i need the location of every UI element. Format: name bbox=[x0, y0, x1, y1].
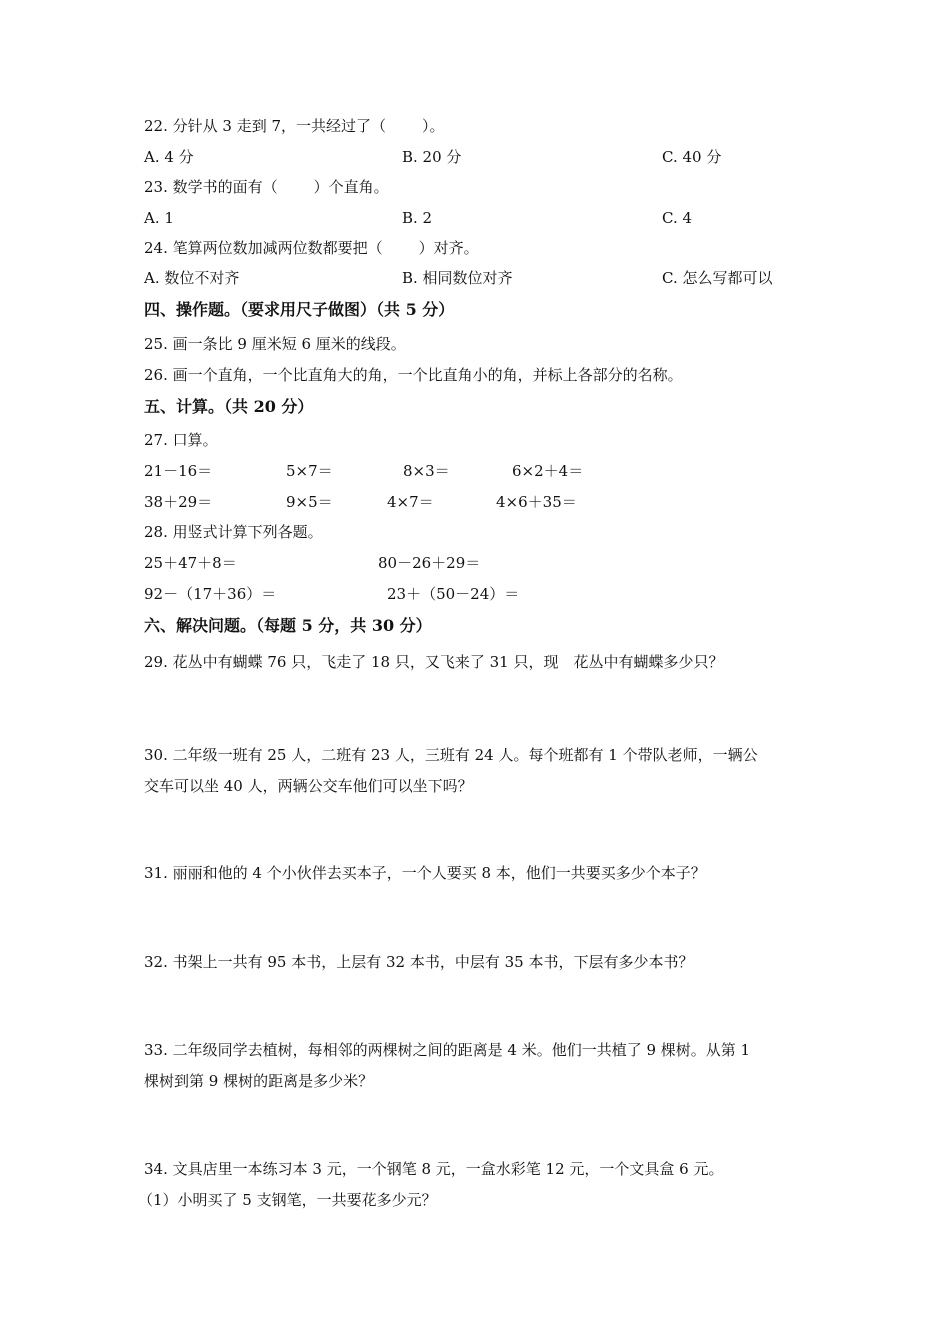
question-23: 23. 数学书的面有（ ）个直角。 bbox=[144, 178, 389, 196]
question-26: 26. 画一个直角，一个比直角大的角，一个比直角小的角，并标上各部分的名称。 bbox=[144, 366, 683, 384]
vertical-calc: 23＋（50－24）＝ bbox=[387, 585, 520, 603]
question-29: 29. 花丛中有蝴蝶 76 只，飞走了 18 只，又飞来了 31 只，现 花丛中有蝴蝶多少只？ bbox=[144, 653, 724, 671]
question-22: 22. 分针从 3 走到 7，一共经过了（ ）。 bbox=[144, 117, 445, 135]
q23-option-b: B. 2 bbox=[402, 209, 433, 227]
question-31: 31. 丽丽和他的 4 个小伙伴去买本子，一个人要买 8 本，他们一共要买多少个本子？ bbox=[144, 864, 706, 882]
section-6-heading: 六、解决问题。（每题 5 分，共 30 分） bbox=[144, 616, 432, 635]
q23-option-c: C. 4 bbox=[662, 209, 693, 227]
q24-option-c: C. 怎么写都可以 bbox=[662, 269, 773, 287]
question-30-line-1: 30. 二年级一班有 25 人，二班有 23 人，三班有 24 人。每个班都有 1 个带队老师，一辆公 bbox=[144, 746, 758, 764]
vertical-calc: 80－26＋29＝ bbox=[378, 554, 481, 572]
question-25: 25. 画一条比 9 厘米短 6 厘米的线段。 bbox=[144, 335, 406, 353]
q24-option-b: B. 相同数位对齐 bbox=[402, 269, 513, 287]
question-33-line-2: 棵树到第 9 棵树的距离是多少米？ bbox=[144, 1072, 374, 1090]
oral-calc: 21－16＝ bbox=[144, 462, 213, 480]
vertical-calc: 25＋47＋8＝ bbox=[144, 554, 237, 572]
q22-option-a: A. 4 分 bbox=[144, 148, 194, 166]
oral-calc: 5×7＝ bbox=[286, 462, 333, 480]
oral-calc: 8×3＝ bbox=[403, 462, 450, 480]
question-34-part-1: （1）小明买了 5 支钢笔，一共要花多少元？ bbox=[138, 1191, 437, 1209]
question-27-title: 27. 口算。 bbox=[144, 431, 218, 449]
oral-calc: 38＋29＝ bbox=[144, 493, 213, 511]
oral-calc: 4×6＋35＝ bbox=[496, 493, 577, 511]
oral-calc: 4×7＝ bbox=[387, 493, 434, 511]
q22-option-b: B. 20 分 bbox=[402, 148, 462, 166]
question-33-line-1: 33. 二年级同学去植树，每相邻的两棵树之间的距离是 4 米。他们一共植了 9 棵树。从第 1 bbox=[144, 1041, 751, 1059]
q23-option-a: A. 1 bbox=[144, 209, 174, 227]
q24-option-a: A. 数位不对齐 bbox=[144, 269, 240, 287]
vertical-calc: 92－（17＋36）＝ bbox=[144, 585, 277, 603]
question-32: 32. 书架上一共有 95 本书，上层有 32 本书，中层有 35 本书，下层有多少本书？ bbox=[144, 953, 694, 971]
question-34-line-1: 34. 文具店里一本练习本 3 元，一个钢笔 8 元，一盒水彩笔 12 元，一个文具盒 6 元。 bbox=[144, 1160, 724, 1178]
question-30-line-2: 交车可以坐 40 人，两辆公交车他们可以坐下吗？ bbox=[144, 777, 473, 795]
question-28-title: 28. 用竖式计算下列各题。 bbox=[144, 523, 323, 541]
question-24: 24. 笔算两位数加减两位数都要把（ ）对齐。 bbox=[144, 239, 479, 257]
oral-calc: 6×2＋4＝ bbox=[512, 462, 584, 480]
oral-calc: 9×5＝ bbox=[286, 493, 333, 511]
section-4-heading: 四、操作题。（要求用尺子做图）（共 5 分） bbox=[144, 300, 455, 319]
q22-option-c: C. 40 分 bbox=[662, 148, 722, 166]
section-5-heading: 五、计算。（共 20 分） bbox=[144, 397, 314, 416]
